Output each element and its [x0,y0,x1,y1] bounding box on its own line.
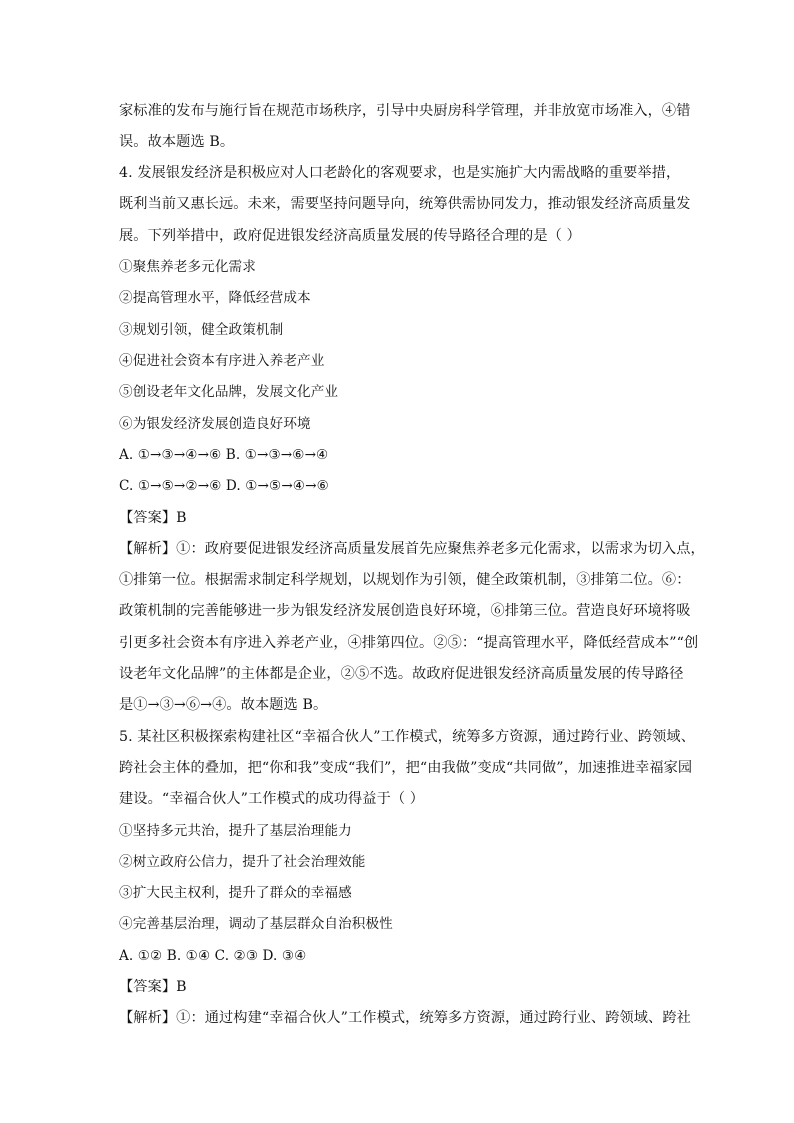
paragraph-line: 跨社会主体的叠加，把“你和我”变成“我们”，把“由我做”变成“共同做”，加速推进幸福家园 [119,760,693,776]
statement-item: ⑥为银发经济发展创造良好环境 [119,416,311,432]
statement-item: ④完善基层治理，调动了基层群众自治积极性 [119,916,393,932]
statement-item: ④促进社会资本有序进入养老产业 [119,353,325,369]
answer-label: 【答案】B [119,979,187,995]
answer-label: 【答案】B [119,510,187,526]
statement-item: ③扩大民主权利，提升了群众的幸福感 [119,885,352,901]
question-4-stem: 4. 发展银发经济是积极应对人口老龄化的客观要求，也是实施扩大内需战略的重要举措， [119,165,681,181]
analysis-line: 政策机制的完善能够进一步为银发经济发展创造良好环境，⑥排第三位。营造良好环境将吸 [119,603,691,619]
statement-item: ⑤创设老年文化品牌，发展文化产业 [119,384,339,400]
statement-item: ①坚持多元共治，提升了基层治理能力 [119,823,352,839]
choice-options: C. ①→⑤→②→⑥ D. ①→⑤→④→⑥ [119,478,329,494]
choice-options: A. ①→③→④→⑥ B. ①→③→⑥→④ [119,447,329,463]
analysis-line: 是①→③→⑥→④。故本题选 B。 [119,697,328,713]
paragraph-line: 既利当前又惠长远。未来，需要坚持问题导向，统筹供需协同发力，推动银发经济高质量发 [119,196,691,212]
paragraph-line: 误。故本题选 B。 [119,134,235,150]
analysis-line: 【解析】①：通过构建“幸福合伙人”工作模式，统筹多方资源，通过跨行业、跨领域、跨社 [119,1010,691,1026]
question-5-stem: 5. 某社区积极探索构建社区“幸福合伙人”工作模式，统筹多方资源，通过跨行业、跨领域、 [119,729,695,745]
analysis-line: 引更多社会资本有序进入养老产业，④排第四位。②⑤：“提高管理水平，降低经营成本”“创 [119,635,699,651]
statement-item: ②树立政府公信力，提升了社会治理效能 [119,854,366,870]
analysis-line: 设老年文化品牌”的主体都是企业，②⑤不选。故政府促进银发经济高质量发展的传导路径 [119,666,684,682]
analysis-line: 【解析】①：政府要促进银发经济高质量发展首先应聚焦养老多元化需求，以需求为切入点， [119,541,705,557]
choice-options: A. ①② B. ①④ C. ②③ D. ③④ [119,948,307,964]
statement-item: ①聚焦养老多元化需求 [119,259,256,275]
paragraph-line: 建设。“幸福合伙人”工作模式的成功得益于（ ） [119,791,425,807]
analysis-line: ①排第一位。根据需求制定科学规划，以规划作为引领，健全政策机制，③排第二位。⑥： [119,572,691,588]
paragraph-line: 家标准的发布与施行旨在规范市场秩序，引导中央厨房科学管理，并非放宽市场准入，④错 [119,103,691,119]
paragraph-line: 展。下列举措中，政府促进银发经济高质量发展的传导路径合理的是（ ） [119,228,581,244]
statement-item: ②提高管理水平，降低经营成本 [119,290,311,306]
statement-item: ③规划引领，健全政策机制 [119,322,284,338]
